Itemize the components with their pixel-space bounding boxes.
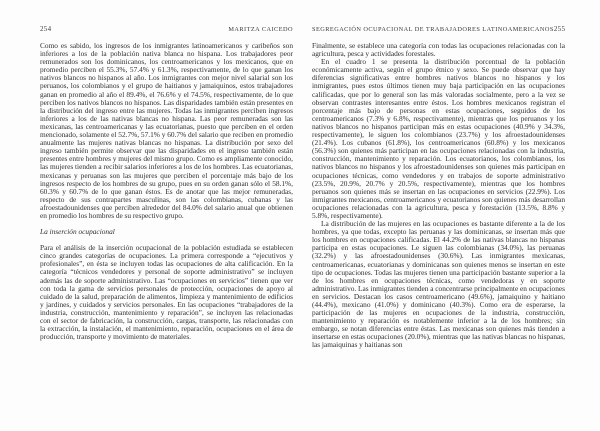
right-paragraph-women-distribution: La distribución de las mujeres en las ocupaciones es bastante diferente a la de los hombres, ya que todas, excepto las peruanas y las dominicanas, se insertan más que los hombres en ocupaciones calificadas. El 44.2% de las nativas blancas no hispanas participa en estas ocupaciones. Le siguen las colombianas (34.0%), las peruanas (32.2%) y las afroestadounidenses (30.6%). Las inmigrantes mexicanas, centroamericanas, ecuatorianas y dominicanas son quienes menos se insertan en este tipo de ocupaciones. Todas las mujeres tienen una participación bastante superior a la de los hombres en ocupaciones técnicas, como vendedoras y en soporte administrativo. Las inmigrantes tienden a concentrarse principalmente en ocupaciones en servicios. Destacan los casos centroamericano (49.6%), jamaiquino y haitiano (44.4%), mexicano (41.0%) y dominicano (40.3%). Como era de esperarse, la participación de las mujeres en ocupaciones de la industria, construcción, mantenimiento y reparación es notablemente inferior a la de los hombres; sin embargo, se notan diferencias entre éstas. Las mexicanas son quienes más tienden a insertarse en estas ocupaciones (20.0%), mientras que las nativas blancas no hispanas, las jamaiquinas y haitianas son (312, 219, 565, 350)
right-paragraph-men-distribution: En el cuadro 1 se presenta la distribución porcentual de la población económicamente activa, según el grupo étnico y sexo. Se puede observar que hay diferencias significativas entre hombres nativos blancos no hispanos y los inmigrantes, pues estos últimos tienen muy baja participación en las ocupaciones calificadas, que por lo general son las más valoradas socialmente, pero a la vez se observan contrastes interesantes entre éstos. Los hombres mexicanos registran el porcentaje más bajo de personas en estas ocupaciones, seguidos de los centroamericanos (7.3% y 6.8%, respectivamente), mientras que los peruanos y los nativos blancos no hispanos participan más en estas ocupaciones (40.9% y 34.3%, respectivamente), le siguen los colombianos (23.7%) y los afroestadounidenses (21.4%). Los cubanos (61.8%), los centroamericanos (60.8%) y los mexicanos (56.3%) son quienes más participan en las ocupaciones relacionadas con la industria, construcción, mantenimiento y reparación. Los ecuatorianos, los colombianos, los nativos blancos no hispanos y los afroestadounidenses son quienes más participan en ocupaciones técnicas, como vendedores y en trabajos de soporte administrativo (23.5%, 20.9%, 20.7% y 20.5%, respectivamente), mientras que los hombres peruanos son quienes más se insertan en las ocupaciones en servicios (22.9%). Los inmigrantes mexicanos, centroamericanos y ecuatorianos son quienes más desarrollan ocupaciones relacionadas con la agricultura, pesca y forestación (13.5%, 8.8% y 5.8%, respectivamente). (312, 57, 565, 220)
left-page-number: 254 (40, 25, 52, 33)
left-page (40, 25, 293, 341)
left-page-header (40, 25, 293, 33)
left-paragraph-income: Como es sabido, los ingresos de los inmigrantes latinoamericanos y caribeños son inferiores a los de la población nativa blanca no hispana. Los trabajadores peor remunerados son los dominicanos, los centroamericanos y los mexicanos, que en promedio perciben el 55.3%, 57.4% y 61.3%, respectivamente, de lo que ganan los nativos blancos no hispanos al año. Los inmigrantes con mejor nivel salarial son los peruanos, los colombianos y el grupo de haitianos y jamaiquinos, estos trabajadores ganan en promedio al año el 89.4%, el 76.6% y el 74.5%, respectivamente, de lo que perciben los nativos blancos no hispanos. Las disparidades también están presentes en la distribución del ingreso entre las mujeres. Todas las inmigrantes perciben ingresos inferiores a los de las nativas blancas no hispana. Las peor remuneradas son las mexicanas, las centroamericanas y las ecuatorianas, puesto que perciben en el orden mencionado, solamente el 52.7%, 57.1% y 60.7% del salario que reciben en promedio anualmente las mujeres nativas blancas no hispanas. La distribución por sexo del ingreso también permite observar que las disparidades en el ingreso también están presentes entre hombres y mujeres del mismo grupo. Como es ampliamente conocido, las mujeres tienden a recibir salarios inferiores a los de los hombres. Las ecuatorianas, mexicanas y peruanas son las mujeres que perciben el porcentaje más bajo de los ingresos respecto de los hombres de su grupo, pues en su orden ganan sólo el 58.1%, 60.3% y 60.7% de lo que ganan éstos. Es de anotar que las mejor remuneradas, respecto de sus contrapartes masculinas, son las colombianas, cubanas y las afroestadounidenses que perciben alrededor del 84.0% del salario anual que obtienen en promedio los hombres de su respectivo grupo. (40, 41, 293, 220)
right-page-header (312, 25, 565, 33)
left-running-head: MARITZA CAICEDO (228, 26, 293, 33)
right-page-number: 255 (553, 25, 566, 33)
right-paragraph-agriculture: Finalmente, se establece una categoría con todas las ocupaciones relacionadas con la agricultura, pesca y actividades forestales. (312, 41, 565, 59)
right-running-head: SEGREGACIÓN OCUPACIONAL DE TRABAJADORES LATINOAMERICANOS (312, 26, 554, 33)
left-paragraph-categories: Para el análisis de la inserción ocupacional de la población estudiada se establecen cinco grandes categorías de ocupaciones. La primera corresponde a “ejecutivos y profesionales”, en ésta se incluyen todas las ocupaciones de alta calificación. En la categoría “técnicos vendedores y personal de soporte administrativo” se incluyen además las de soporte administrativo. Las “ocupaciones en servicios” tienen que ver con toda la gama de servicios personales de protección, ocupaciones de apoyo al cuidado de la salud, preparación de alimentos, limpieza y mantenimiento de edificios y jardines, y cuidados y servicios personales. En las ocupaciones “trabajadores de la industria, construcción, mantenimiento y reparación”, se incluyen las relacionadas con el sector de fabricación, la construcción, cargas, transporte, las relacionadas con la extracción, la instalación, el mantenimiento, reparación, ocupaciones en el área de producción, transporte y movimiento de materiales. (40, 243, 293, 342)
section-heading: La inserción ocupacional (40, 227, 115, 237)
right-page (312, 25, 565, 350)
